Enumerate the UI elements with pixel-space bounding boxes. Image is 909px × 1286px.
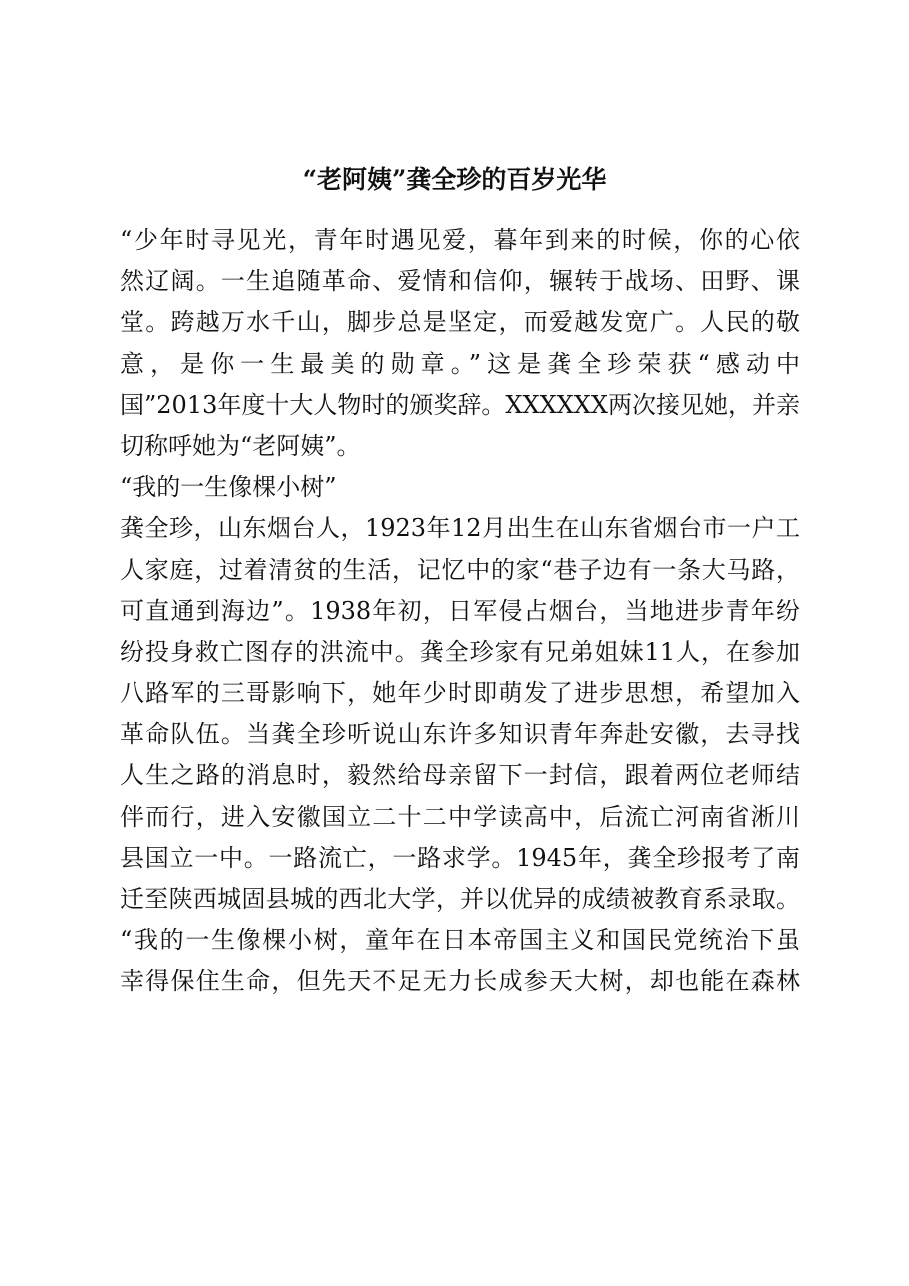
body-line: 幸得保住生命，但先天不足无力长成参天大树，却也能在森林	[120, 967, 800, 996]
body-line: “少年时寻见光，青年时遇见爱，暮年到来的时候，你的心依	[120, 226, 800, 254]
body-line: “我的一生像棵小树”	[120, 473, 337, 502]
body-line: 革命队伍。当龚全珍听说山东许多知识青年奔赴安徽，去寻找	[120, 720, 800, 749]
body-line: 可直通到海边”。1938年初，日军侵占烟台，当地进步青年纷	[120, 596, 800, 625]
body-line: 龚全珍，山东烟台人，1923年12月出生在山东省烟台市一户工	[120, 514, 800, 543]
body-line: 迁至陕西城固县城的西北大学，并以优异的成绩被教育系录取。	[120, 885, 800, 913]
body-line: 切称呼她为“老阿姨”。	[120, 431, 361, 460]
body-line: 人生之路的消息时，毅然给母亲留下一封信，跟着两位老师结	[120, 761, 800, 790]
document-body	[120, 220, 800, 1003]
body-line: 然辽阔。一生追随革命、爱情和信仰，辗转于战场、田野、课	[120, 267, 800, 296]
document-title: “老阿姨”龚全珍的百岁光华	[302, 165, 607, 194]
body-line: 堂。跨越万水千山，脚步总是坚定，而爱越发宽广。人民的敬	[120, 308, 800, 337]
body-line: 人家庭，过着清贫的生活，记忆中的家“巷子边有一条大马路，	[120, 555, 800, 584]
body-line: 伴而行，进入安徽国立二十二中学读高中，后流亡河南省淅川	[120, 802, 800, 831]
body-line: 国”2013年度十大人物时的颁奖辞。XXXXXX两次接见她，并亲	[120, 390, 800, 419]
body-line: 县国立一中。一路流亡，一路求学。1945年，龚全珍报考了南	[120, 843, 800, 872]
body-line: 纷投身救亡图存的洪流中。龚全珍家有兄弟姐妹11人，在参加	[120, 637, 800, 666]
body-line: 八路军的三哥影响下，她年少时即萌发了进步思想，希望加入	[120, 679, 800, 708]
body-line: 意，是你一生最美的勋章。”这是龚全珍荣获“感动中	[120, 349, 800, 378]
body-line: “我的一生像棵小树，童年在日本帝国主义和国民党统治下虽	[120, 926, 800, 955]
